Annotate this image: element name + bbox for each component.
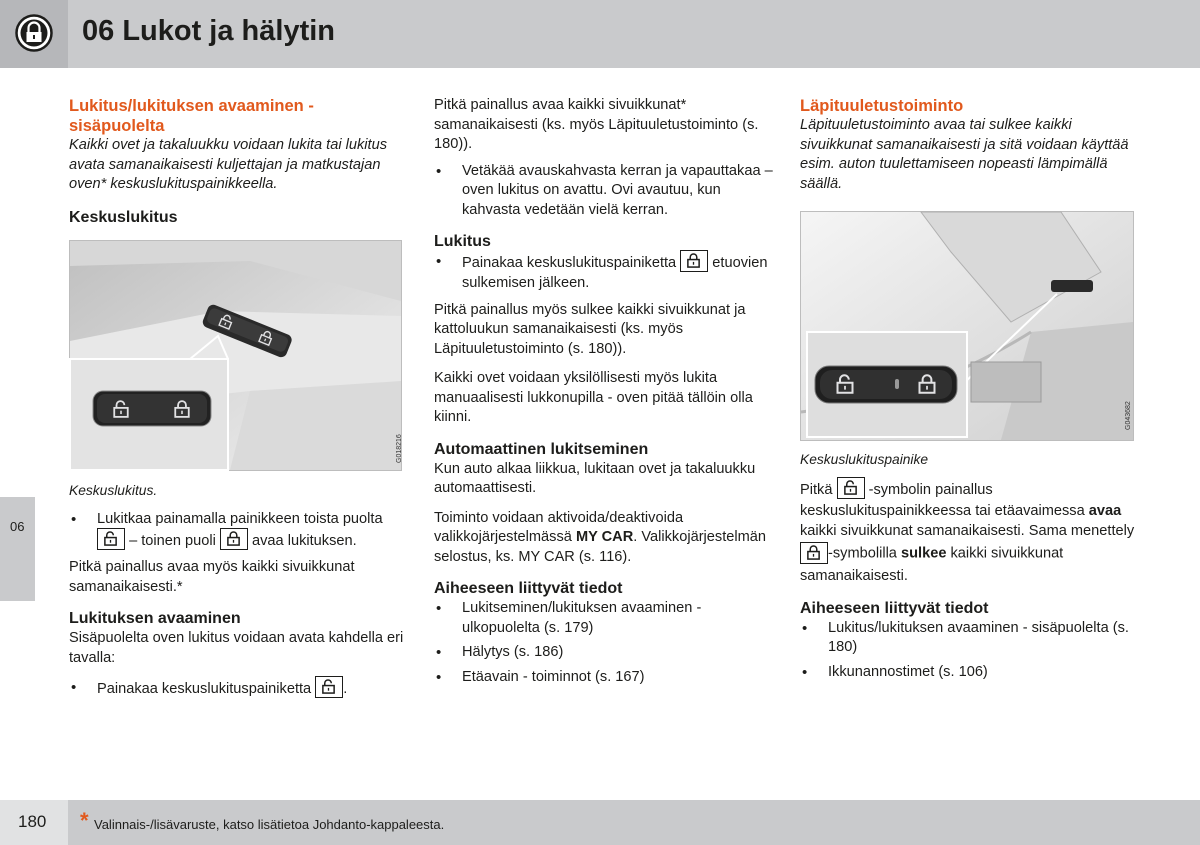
emphasis: sulkee (901, 544, 947, 561)
paragraph-text: kaikki sivuikkunat samanaikaisesti. (800, 544, 1064, 584)
paragraph-text: Pitkä (800, 481, 833, 498)
related-link[interactable]: • Hälytys (s. 186) (434, 643, 774, 663)
column-3 (800, 96, 1140, 682)
bullet-text: avaa lukituksen. (252, 532, 357, 549)
related-list (800, 619, 1140, 683)
bullet-text: Lukitkaa painamalla painikkeen toista puolta (97, 511, 383, 527)
paragraph (434, 509, 774, 568)
page-footer (0, 800, 1200, 845)
bullet-list (434, 162, 774, 221)
related-link[interactable]: • Lukitseminen/lukituksen avaaminen - ulkopuolelta (s. 179) (434, 599, 774, 638)
paragraph-text: -symbolilla (828, 544, 897, 561)
column-1 (69, 96, 409, 700)
related-link[interactable]: • Etäavain - toiminnot (s. 167) (434, 668, 774, 688)
subheading-keskuslukitus: Keskuslukitus (69, 208, 178, 226)
footnote-text: Valinnais-/lisävaruste, katso lisätietoa Johdanto-kappaleesta. (94, 817, 445, 832)
menu-name: MY CAR (575, 529, 634, 545)
bullet-text: etuovien sulkemisen jälkeen. (462, 254, 768, 291)
subheading-related-info: Aiheeseen liittyvät tiedot (434, 580, 623, 597)
lock-icon (15, 14, 53, 52)
section-intro: Kaikki ovet ja takaluukku voidaan lukita tai lukitus avata samanaikaisesti kuljettajan ja matkustajan oven* keskuslukituspainikkeella. (69, 137, 387, 192)
door-panel-illustration (801, 212, 1133, 440)
chapter-side-tab (0, 497, 35, 601)
column-2 (434, 96, 774, 687)
related-link[interactable]: • Lukitus/lukituksen avaaminen - sisäpuolelta (s. 180) (800, 619, 1140, 658)
paragraph-text: . Valikkojärjestelmän selostus, ks. MY CAR (s. 116). (434, 529, 767, 565)
bullet-text: Painakaa keskuslukituspainiketta (97, 680, 312, 697)
figure-code: G018216 (396, 433, 403, 463)
related-list (434, 599, 774, 687)
central-lock-figure (69, 240, 402, 471)
section-intro: Läpituuletustoiminto avaa tai sulkee kaikki sivuikkunat samanaikaisesti ja sitä voidaan käyttää esim. auton tuulettamiseen nopeasti lämpimällä säällä. (800, 117, 1129, 192)
list-item: • Vetäkää avauskahvasta kerran ja vapauttakaa – oven lukitus on avattu. Ovi avautuu, kun kahvasta vedetään vielä kerran. (434, 162, 774, 221)
bullet-text: . (343, 680, 348, 697)
paragraph-text: Toiminto voidaan aktivoida/deaktivoida valikkojärjestelmässä (434, 509, 684, 545)
bullet-list (69, 678, 409, 700)
paragraph: Pitkä painallus avaa myös kaikki sivuikkunat samanaikaisesti.* (69, 559, 355, 595)
related-link[interactable]: • Ikkunannostimet (s. 106) (800, 663, 1140, 683)
bullet-list (434, 252, 774, 294)
lock-icon (220, 528, 248, 550)
ventilation-figure (800, 211, 1134, 441)
paragraph-text: -symbolin painallus keskuslukituspainikkeessa tai etäavaimessa (800, 481, 1085, 519)
unlock-icon (315, 676, 343, 698)
chapter-title: 06 Lukot ja hälytin (82, 15, 335, 47)
page-number-box (0, 800, 68, 845)
list-item (434, 252, 774, 294)
paragraph: Sisäpuolelta oven lukitus voidaan avata kahdella eri tavalla: (69, 630, 404, 666)
central-lock-illustration (70, 241, 401, 470)
subheading-lukitus: Lukitus (434, 233, 491, 250)
list-item (69, 509, 409, 552)
unlock-icon (97, 528, 125, 550)
emphasis: avaa (1088, 502, 1122, 519)
bullet-text: – toinen puoli (129, 532, 216, 549)
subheading-related-info: Aiheeseen liittyvät tiedot (800, 599, 989, 617)
bullet-list (69, 509, 409, 552)
subheading-automaattinen-lukitseminen: Automaattinen lukitseminen (434, 440, 649, 458)
paragraph: Pitkä painallus avaa kaikki sivuikkunat* samanaikaisesti (ks. myös Läpituuletustoiminto (s. 180)). (434, 97, 759, 152)
paragraph (800, 479, 1140, 586)
lock-icon (680, 250, 708, 272)
list-item (69, 678, 409, 700)
chapter-header (0, 0, 1200, 68)
lock-icon (800, 542, 828, 564)
paragraph-text: kaikki sivuikkunat samanaikaisesti. Sama menettely (800, 522, 1135, 539)
paragraph: Pitkä painallus myös sulkee kaikki sivuikkunat ja kattoluukun samanaikaisesti (ks. myös Läpituuletustoiminto (s. 180)). (434, 301, 746, 357)
chapter-icon-box (0, 0, 68, 68)
paragraph: Kun auto alkaa liikkua, lukitaan ovet ja takaluukku automaattisesti. (434, 460, 756, 496)
figure-caption: Keskuslukituspainike (800, 452, 929, 467)
figure-code: G043682 (1125, 401, 1132, 430)
footnote-star: * (80, 808, 89, 833)
page-number: 180 (18, 812, 47, 831)
bullet-text: Painakaa keskuslukituspainiketta (462, 254, 677, 271)
section-heading: Läpituuletustoiminto (800, 97, 964, 115)
paragraph: Kaikki ovet voidaan yksilöllisesti myös lukita manuaalisesti lukkonupilla - oven pitää tällöin olla kiinni. (434, 370, 753, 425)
figure-caption: Keskuslukitus. (69, 482, 158, 498)
unlock-icon (837, 477, 865, 499)
subheading-lukituksen-avaaminen: Lukituksen avaaminen (69, 610, 241, 627)
chapter-side-tab-label: 06 (10, 519, 25, 534)
section-heading: Lukitus/lukituksen avaaminen - sisäpuolelta (69, 97, 314, 135)
